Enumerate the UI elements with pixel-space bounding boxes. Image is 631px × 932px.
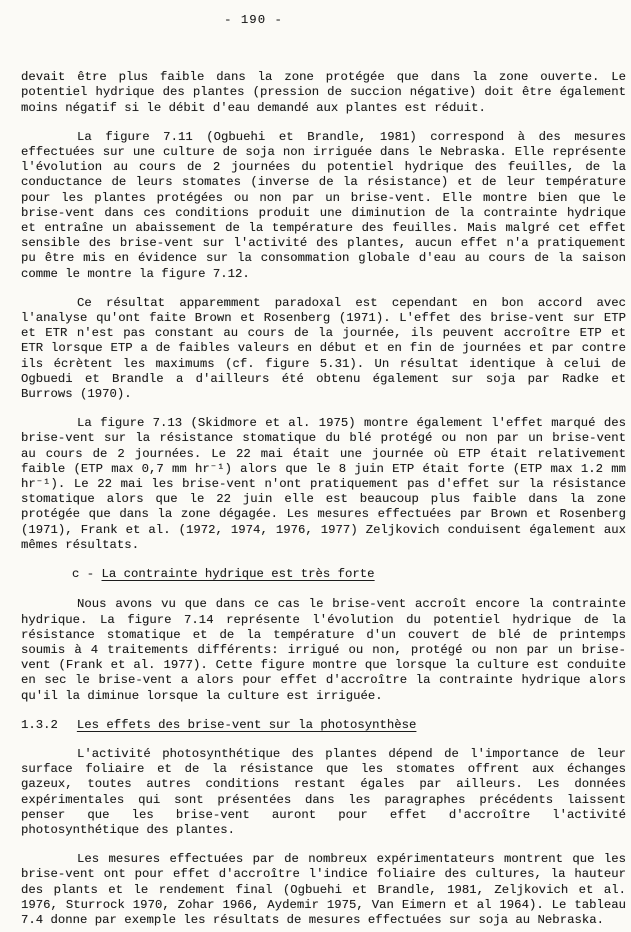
section-title: Les effets des brise-vent sur la photosynthèse	[76, 717, 417, 732]
paragraph: Nous avons vu que dans ce cas le brise-vent accroît encore la contrainte hydrique. La figure 7.14 représente l'évolution du potentiel hydrique de la résistance stomatique et de la température d'un couvert de blé de printemps soumis à 4 traitements différents: irrigué ou non, protégé ou non par un brise-vent (Frank et al. 1977). Cette figure montre que lorsque la culture est conduite en sec le brise-vent a alors pour effet d'accroître la contrainte hydrique alors qu'il la diminue lorsque la culture est irriguée.	[21, 597, 626, 703]
paragraph: La figure 7.13 (Skidmore et al. 1975) montre également l'effet marqué des brise-vent sur la résistance stomatique du blé protégé ou non par un brise-vent au cours de 2 journées. Le 22 mai était une journée où ETP était relativement faible (ETP max 0,7 mm hr⁻¹) alors que le 8 juin ETP était forte (ETP max 1.2 mm hr⁻¹). Le 22 mai les brise-vent n'ont pratiquement pas d'effet sur la résistance stomatique alors que le 22 juin elle est beaucoup plus faible dans la zone protégée que dans la zone dégagée. Les mesures effectuées par Brown et Rosenberg (1971), Frank et al. (1972, 1974, 1976, 1977) Zeljkovich conduisent également aux mêmes résultats.	[21, 416, 626, 552]
subsection-prefix: c -	[72, 567, 102, 582]
subsection-heading	[72, 567, 626, 582]
paragraph: Les mesures effectuées par de nombreux expérimentateurs montrent que les brise-vent ont pour effet d'accroître l'indice foliaire des cultures, la hauteur des plants et le rendement final (Ogbuehi et Brandle, 1981, Zeljkovich et al. 1976, Sturrock 1970, Zohar 1966, Aydemir 1975, Van Eimern et al 1964). Le tableau 7.4 donne par exemple les résultats de mesures effectuées sur soja au Nebraska.	[21, 852, 626, 927]
paragraph: La figure 7.11 (Ogbuehi et Brandle, 1981) correspond à des mesures effectuées sur une culture de soja non irriguée dans le Nebraska. Elle représente l'évolution au cours de 2 journées du potentiel hydrique des feuilles, de la conductance de leurs stomates (inverse de la résistance) et de leur température pour les plantes protégées ou non par un brise-vent. Elle montre bien que le brise-vent dans ces conditions produit une diminution de la contrainte hydrique et entraîne un abaissement de la température des feuilles. Mais malgré cet effet sensible des brise-vent sur l'activité des plantes, aucun effet n'a pratiquement pu être mis en évidence sur la consommation globale d'eau au cours de la saison comme le montre la figure 7.12.	[21, 129, 626, 281]
page-number: - 190 -	[224, 13, 283, 27]
section-heading	[21, 718, 626, 733]
paragraph: Ce résultat apparemment paradoxal est cependant en bon accord avec l'analyse qu'ont faite Brown et Rosenberg (1971). L'effet des brise-vent sur ETP et ETR n'est pas constant au cours de la journée, ils peuvent accroître ETP et ETR lorsque ETP a de faibles valeurs en début et en fin de journées et par contre ils écrètent les maximums (cf. figure 5.31). Un résultat identique à celui de Ogbuedi et Brandle a d'ailleurs été obtenu également sur soja par Radke et Burrows (1970).	[21, 295, 626, 402]
subsection-title: La contrainte hydrique est très forte	[101, 567, 375, 582]
paragraph: devait être plus faible dans la zone protégée que dans la zone ouverte. Le potentiel hydrique des plantes (pression de succion négative) doit être également moins négatif si le débit d'eau demandé aux plantes est réduit.	[21, 70, 626, 115]
page-body	[21, 70, 626, 928]
section-number: 1.3.2	[21, 717, 58, 732]
paragraph: L'activité photosynthétique des plantes dépend de l'importance de leur surface foliaire et de la résistance que les stomates offrent aux échanges gazeux, toutes autres conditions restant égales par ailleurs. Les données expérimentales qui sont présentées dans les paragraphes précédents laissent penser que les brise-vent auront pour effet d'accroître l'activité photosynthétique des plantes.	[21, 746, 626, 837]
